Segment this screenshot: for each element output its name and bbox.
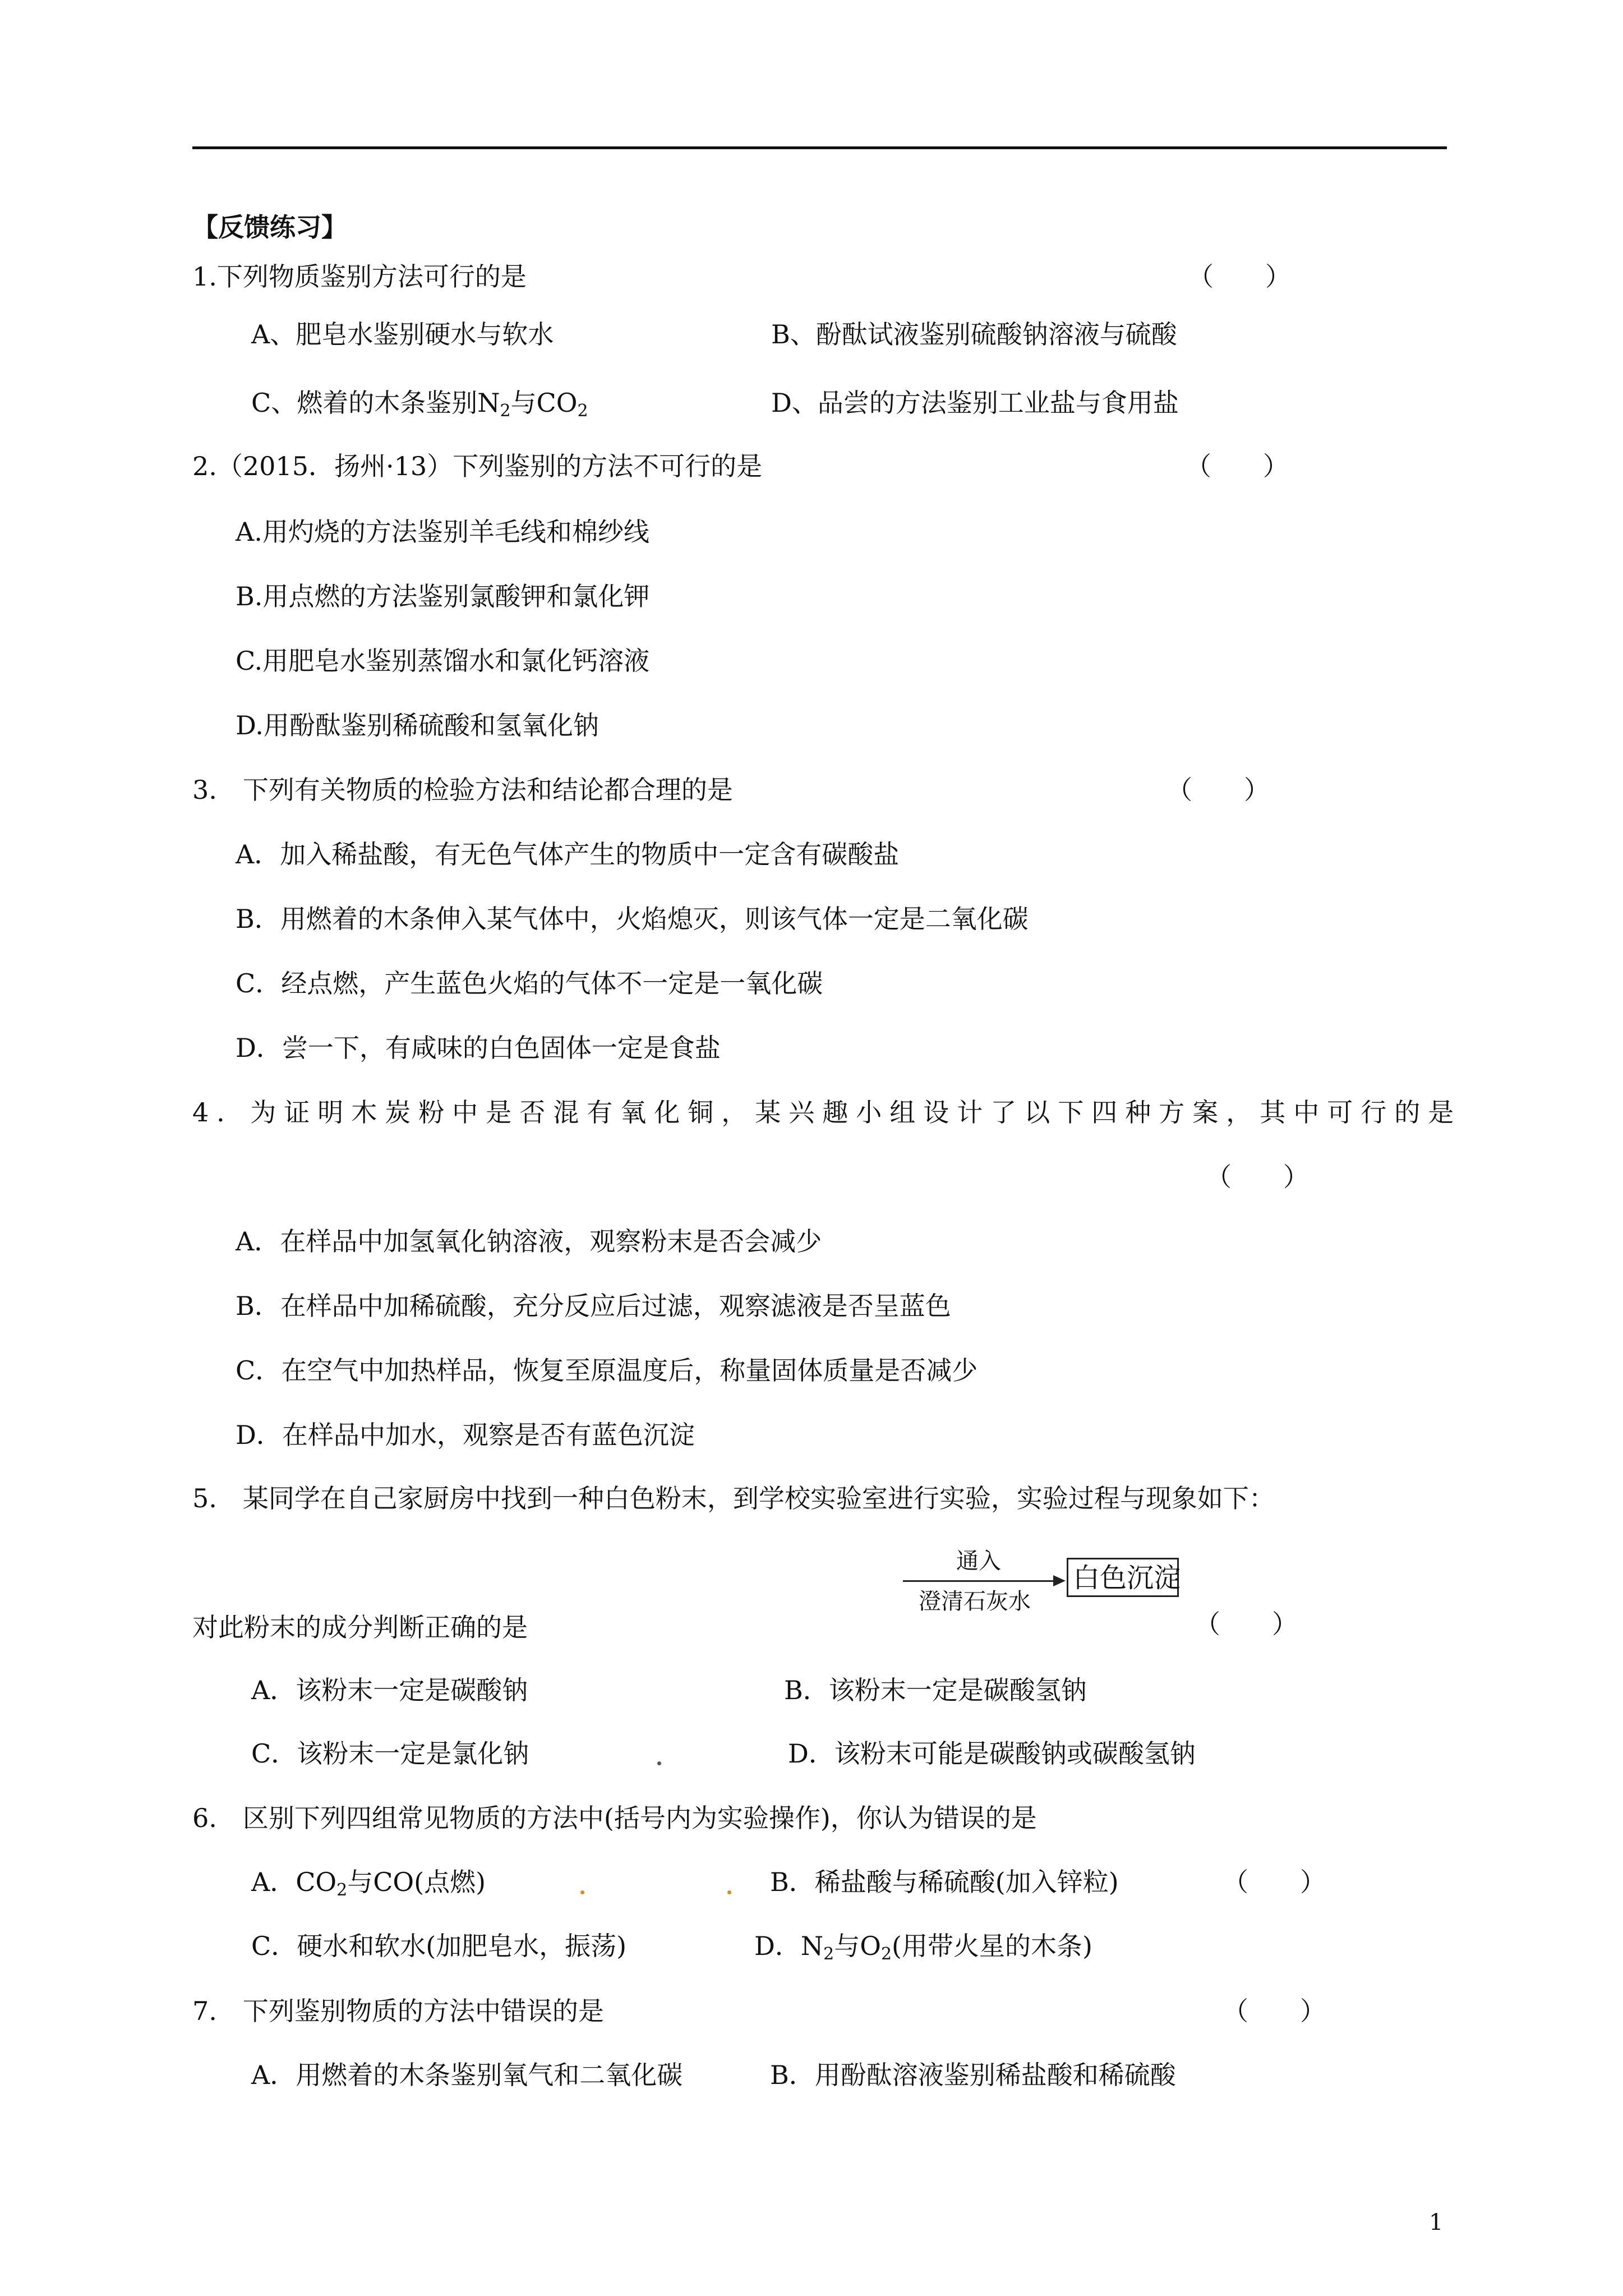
q1-option-b: B、酚酞试液鉴别硫酸钠溶液与硫酸	[771, 319, 1177, 349]
answer-blank-3[interactable]: （ ）	[1166, 775, 1270, 805]
page-number: 1	[1429, 2210, 1444, 2235]
answer-blank-7[interactable]: （ ）	[1223, 1996, 1326, 2026]
q4-option-c: C．在空气中加热样品，恢复至原温度后，称量固体质量是否减少	[236, 1355, 978, 1386]
answer-blank-2[interactable]: （ ）	[1186, 451, 1289, 481]
q5-option-d: D．该粉末可能是碳酸钠或碳酸氢钠	[788, 1738, 1196, 1769]
q3-option-a: A．加入稀盐酸，有无色气体产生的物质中一定含有碳酸盐	[236, 839, 900, 869]
q5-option-b: B．该粉末一定是碳酸氢钠	[784, 1675, 1087, 1705]
question-5-stem2: 对此粉末的成分判断正确的是	[192, 1612, 528, 1642]
q1-option-c: C、燃着的木条鉴别$N_2$与$CO_2$	[251, 388, 588, 421]
flow-bottom-label: 澄清石灰水	[919, 1589, 1031, 1614]
flow-top-label: 通入	[956, 1548, 1001, 1574]
q4-option-d: D．在样品中加水，观察是否有蓝色沉淀	[236, 1420, 695, 1450]
flow-arrow-line	[903, 1580, 1055, 1582]
orange-dot	[727, 1890, 731, 1894]
arrow-right-icon	[1053, 1575, 1066, 1586]
q7-option-b: B．用酚酞溶液鉴别稀盐酸和稀硫酸	[770, 2060, 1176, 2090]
question-3-stem: 3. 下列有关物质的检验方法和结论都合理的是	[192, 775, 733, 805]
q1-option-a: A、肥皂水鉴别硬水与软水	[251, 319, 554, 349]
question-7-stem: 7. 下列鉴别物质的方法中错误的是	[192, 1996, 604, 2026]
q5-option-a: A．该粉末一定是碳酸钠	[251, 1675, 528, 1705]
q3-option-b: B．用燃着的木条伸入某气体中，火焰熄灭，则该气体一定是二氧化碳	[236, 904, 1029, 934]
flow-result-label: 白色沉淀	[1073, 1562, 1181, 1594]
orange-dot	[580, 1890, 584, 1894]
q2-option-b: B.用点燃的方法鉴别氯酸钾和氯化钾	[236, 581, 650, 611]
q5-option-c: C．该粉末一定是氯化钠	[251, 1738, 529, 1769]
experiment-flow-diagram	[903, 1545, 1183, 1618]
q3-option-c: C．经点燃，产生蓝色火焰的气体不一定是一氧化碳	[236, 968, 823, 999]
flow-result-box	[1067, 1558, 1179, 1597]
q2-option-a: A.用灼烧的方法鉴别羊毛线和棉纱线	[236, 517, 649, 547]
question-4-stem: 4．为证明木炭粉中是否混有氧化铜，某兴趣小组设计了以下四种方案，其中可行的是	[192, 1097, 1462, 1128]
q1-option-d: D、品尝的方法鉴别工业盐与食用盐	[771, 388, 1179, 418]
q2-option-c: C.用肥皂水鉴别蒸馏水和氯化钙溶液	[236, 646, 650, 676]
q2-option-d: D.用酚酞鉴别稀硫酸和氢氧化钠	[236, 710, 599, 740]
q6-option-c: C．硬水和软水(加肥皂水，振荡)	[251, 1931, 627, 1961]
section-title: 【反馈练习】	[192, 212, 347, 242]
answer-blank-6[interactable]: （ ）	[1223, 1867, 1326, 1897]
q7-option-a: A．用燃着的木条鉴别氧气和二氧化碳	[251, 2060, 683, 2090]
q3-option-d: D．尝一下，有咸味的白色固体一定是食盐	[236, 1033, 721, 1063]
answer-blank-1[interactable]: （ ）	[1188, 261, 1291, 292]
q6-option-b: B．稀盐酸与稀硫酸(加入锌粒)	[770, 1867, 1119, 1897]
q6-option-d: D．$N_2$与$O_2$(用带火星的木条)	[754, 1931, 1092, 1964]
question-2-stem: 2.（2015．扬州·13）下列鉴别的方法不可行的是	[192, 451, 763, 481]
q4-option-b: B．在样品中加稀硫酸，充分反应后过滤，观察滤液是否呈蓝色	[236, 1291, 951, 1321]
question-6-stem: 6. 区别下列四组常见物质的方法中(括号内为实验操作)，你认为错误的是	[192, 1803, 1037, 1833]
answer-blank-4[interactable]: （ ）	[1206, 1162, 1309, 1192]
answer-blank-5[interactable]: （ ）	[1195, 1609, 1298, 1639]
q6-option-a: A．$CO_2$与CO(点燃)	[251, 1867, 486, 1900]
question-1-stem: 1.下列物质鉴别方法可行的是	[192, 261, 527, 292]
stray-dot	[657, 1761, 661, 1765]
question-5-stem: 5. 某同学在自己家厨房中找到一种白色粉末，到学校实验室进行实验，实验过程与现象如下：	[192, 1483, 1275, 1513]
q4-option-a: A．在样品中加氢氧化钠溶液，观察粉末是否会减少	[236, 1226, 822, 1257]
header-rule	[192, 146, 1447, 149]
